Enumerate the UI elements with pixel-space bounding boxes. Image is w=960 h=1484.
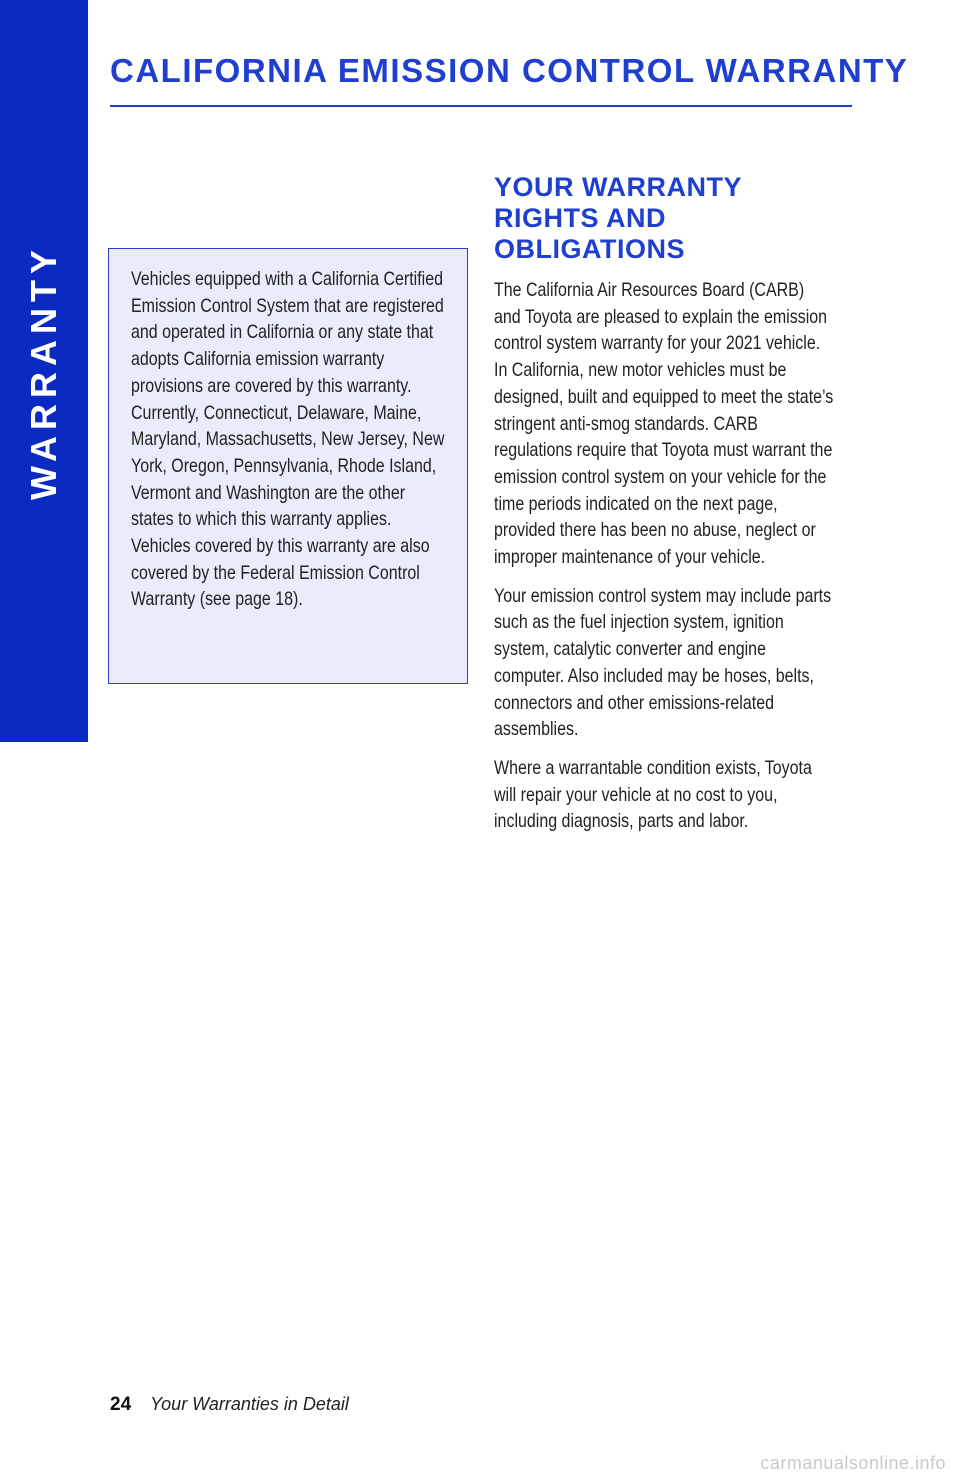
callout-text: Vehicles equipped with a California Certified Emission Control System that are registered and operated in California or any state that adopts California emission warranty provisions are covered by this warranty. Currently, Connecticut, Delaware, Maine, Maryland, Massachusetts, New Jersey, New York, Oregon, Pennsylvania, Rhode Island, Vermont and Washington are the other states to which this warranty applies. Vehicles covered by this warranty are also covered by the Federal Emission Control Warranty (see page 18). (131, 268, 445, 611)
watermark: carmanualsonline.info (760, 1453, 946, 1473)
paragraph-repair-cost: Where a warrantable condition exists, Toyota will repair your vehicle at no cost to you, including diagnosis, parts and labor. (494, 756, 812, 833)
page-number: 24 (110, 1394, 132, 1415)
title-divider (110, 105, 852, 107)
footer-document-title: Your Warranties in Detail (150, 1394, 349, 1414)
rights-obligations-section (494, 172, 834, 847)
page-title: CALIFORNIA EMISSION CONTROL WARRANTY (110, 52, 909, 89)
side-tab-label: WARRANTY (23, 244, 64, 500)
side-section-tab (0, 0, 88, 742)
page-footer (110, 1394, 349, 1416)
section-heading: YOUR WARRANTY RIGHTS AND OBLIGATIONS (494, 172, 742, 264)
paragraph-carb-intro: The California Air Resources Board (CARB) and Toyota are pleased to explain the emission control system warranty for your 2021 vehicle. In California, new motor vehicles must be designed, built and equipped to meet the state’s stringent anti-smog standards. CARB regulations require that Toyota must warrant the emission control system on your vehicle for the time periods indicated on the next page, provided there has been no abuse, neglect or improper maintenance of your vehicle. (494, 279, 834, 569)
coverage-callout-box (108, 248, 468, 684)
paragraph-system-parts: Your emission control system may include parts such as the fuel injection system, ignition system, catalytic converter and engine computer. Also included may be hoses, belts, connectors and other emissions-related assemblies. (494, 584, 832, 741)
